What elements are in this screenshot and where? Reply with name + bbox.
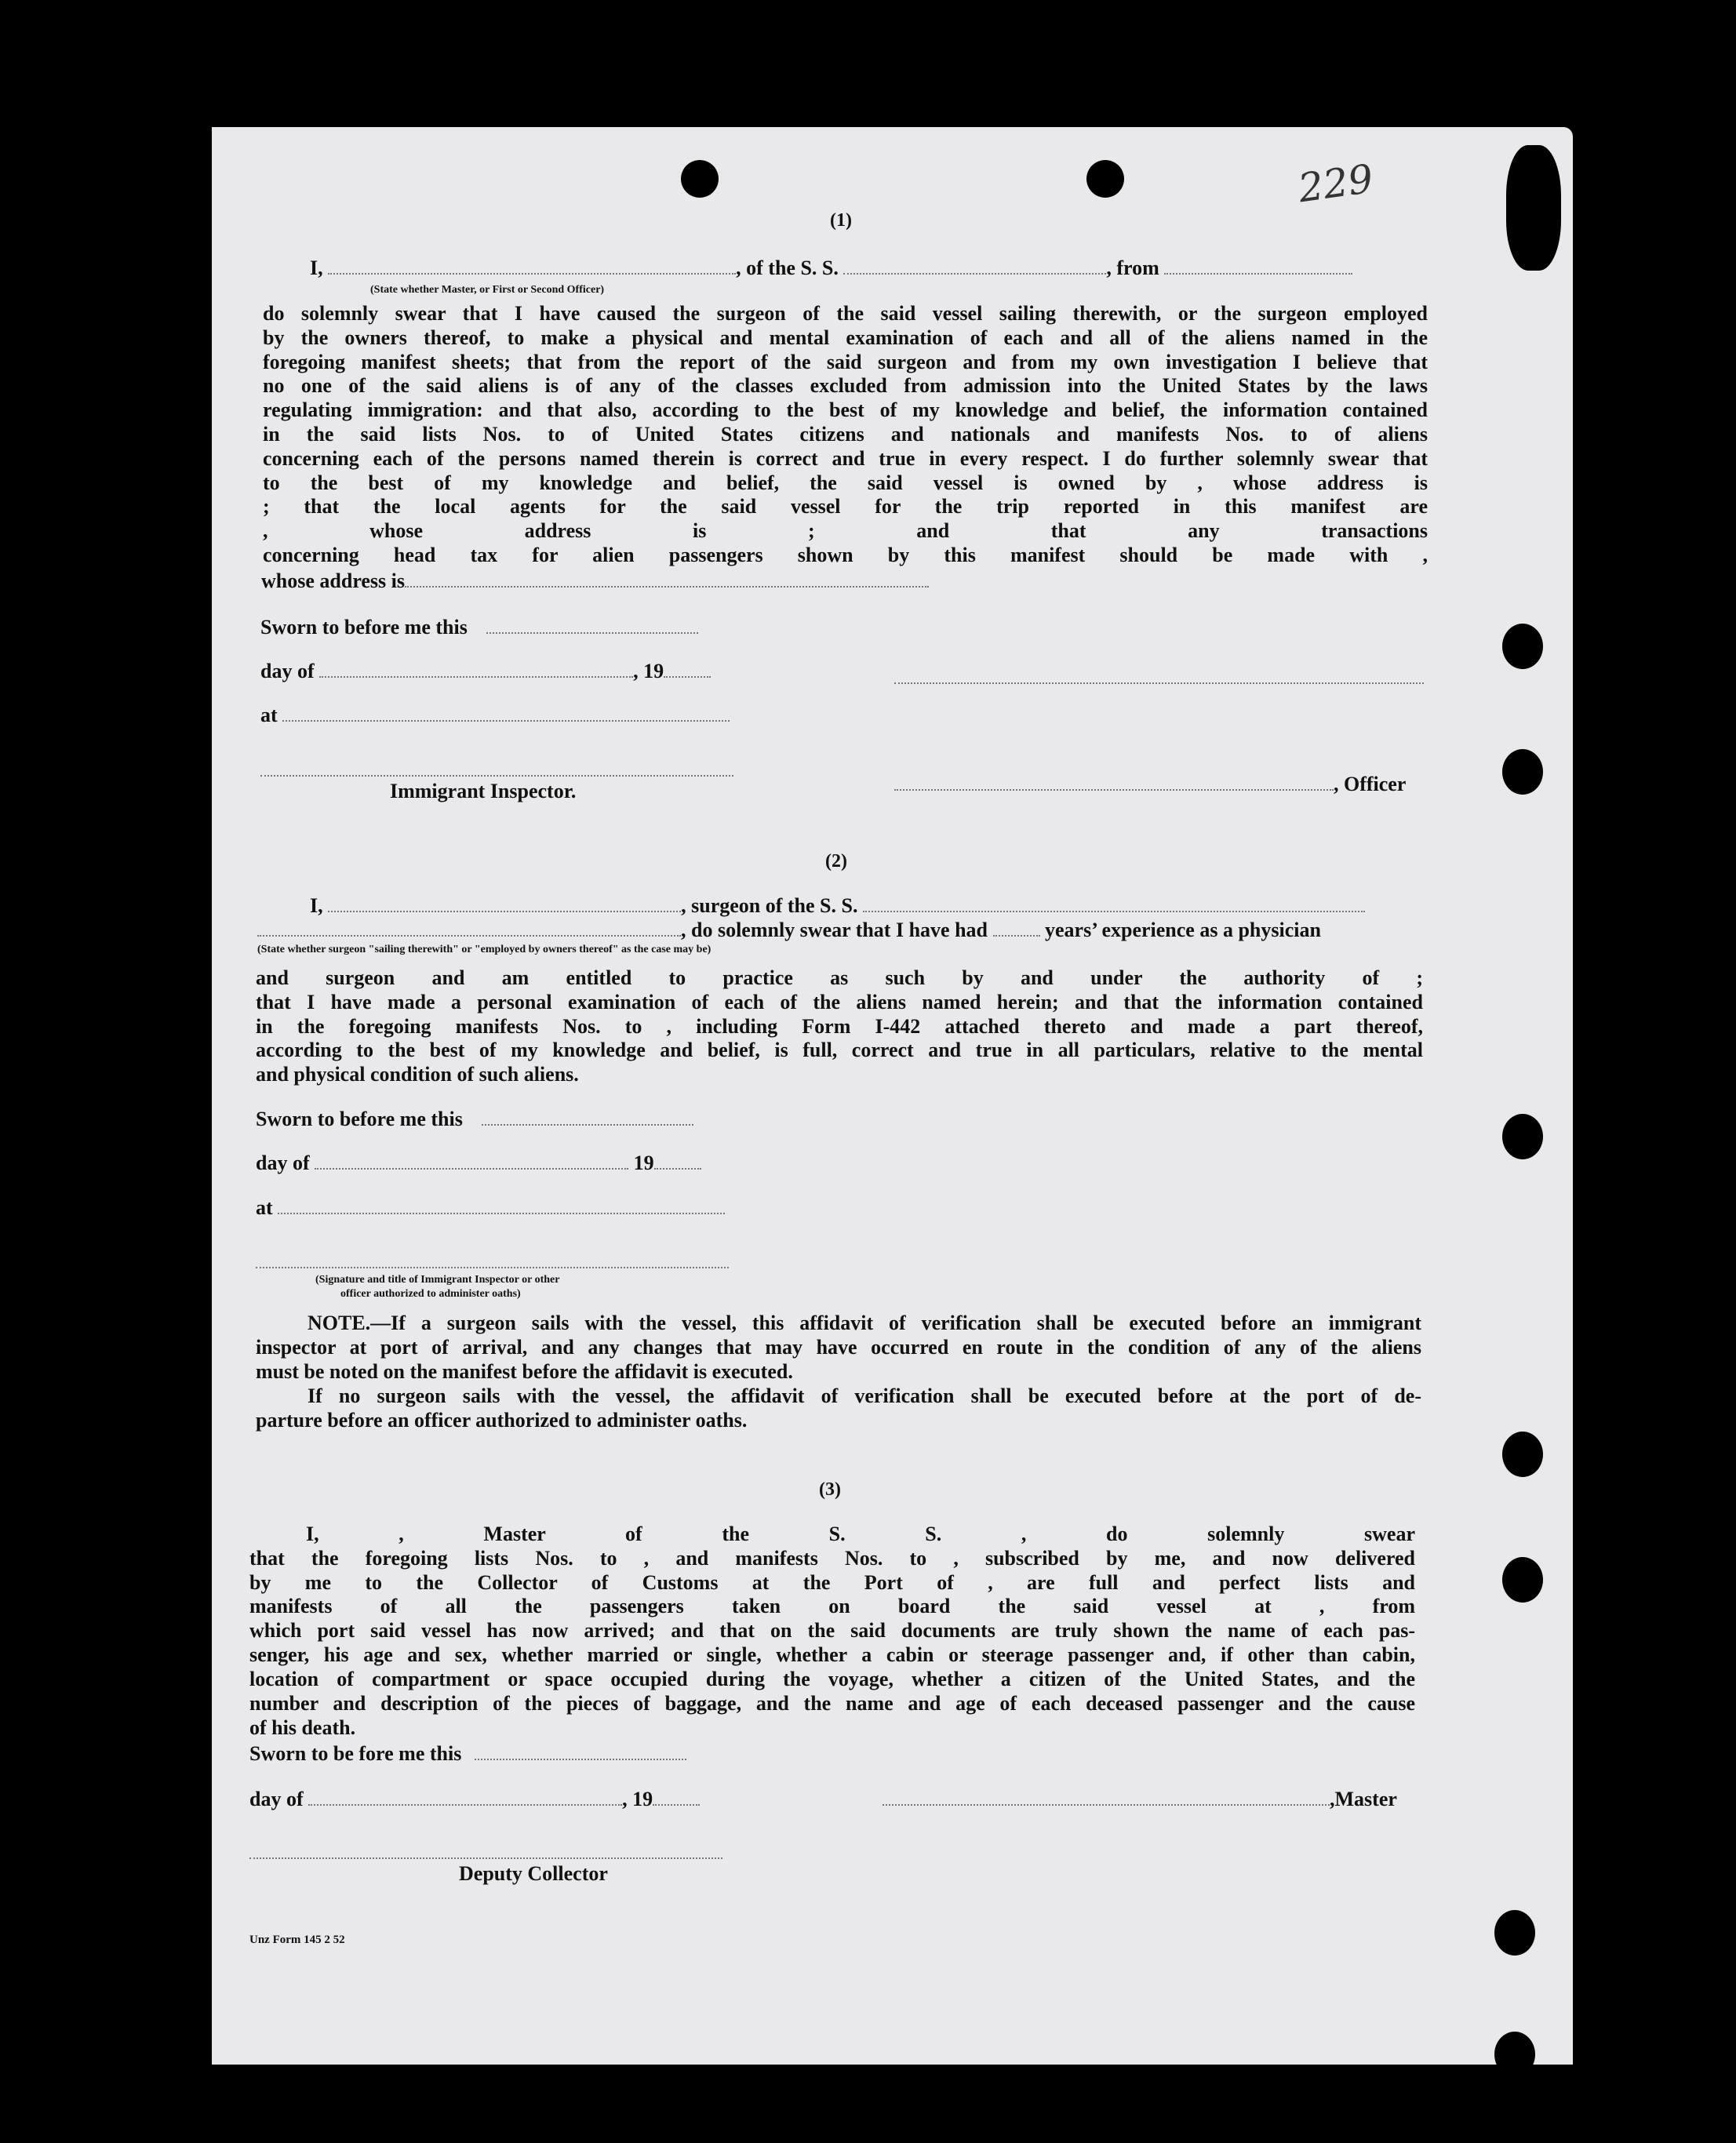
s3-body-line: number and description of the pieces of baggage, and the name and age of each deceased passenger and the cause <box>249 1691 1415 1715</box>
years-experience-field[interactable] <box>993 918 1040 937</box>
label-sworn: Sworn to before me this <box>260 616 468 639</box>
s1-at-field[interactable] <box>282 703 730 722</box>
section-2-line-1 <box>310 893 1365 918</box>
label-i: I, <box>310 257 323 279</box>
label-from: , from <box>1106 257 1159 279</box>
s2-year-field[interactable] <box>654 1151 701 1170</box>
s1-body-line: foregoing manifest sheets; that from the report of the said surgeon and from my own investigation I believe that <box>263 350 1428 373</box>
s2-body-line: and surgeon and am entitled to practice as such by and under the authority of ; <box>256 966 1423 989</box>
s1-body-line: no one of the said aliens is of any of the classes excluded from admission into the United States by the laws <box>263 374 1428 398</box>
s1-sworn-field[interactable] <box>486 615 698 634</box>
s3-collector-signature-line[interactable] <box>249 1857 722 1859</box>
from-port-field[interactable] <box>1164 256 1352 275</box>
label-surgeon-of-ss: , surgeon of the S. S. <box>681 894 858 917</box>
s1-body-line: ; that the local agents for the said vessel for the trip reported in this manifest are <box>263 495 1428 518</box>
s2-at-row <box>256 1195 725 1220</box>
section-1-body <box>263 302 1428 568</box>
label-of-the-ss: , of the S. S. <box>736 257 839 279</box>
s3-master-signature-field[interactable] <box>883 1787 1330 1806</box>
s2-signature-line[interactable] <box>256 1267 729 1268</box>
s2-body-line: according to the best of my knowledge and belief, is full, correct and true in all particulars, relative to the mental <box>256 1039 1423 1062</box>
s3-sworn-field[interactable] <box>475 1741 686 1760</box>
surgeon-status-field[interactable] <box>257 918 681 937</box>
s2-body-last: and physical condition of such aliens. <box>256 1063 579 1086</box>
label-year: 19 <box>633 1152 654 1174</box>
punch-hole-side-4 <box>1502 1432 1543 1477</box>
s2-sworn-field[interactable] <box>482 1107 693 1126</box>
s1-body-line: regulating immigration: and that also, according to the best of my knowledge and belief, the information contained <box>263 398 1428 422</box>
s2-note2-paragraph <box>256 1384 1421 1409</box>
s1-body-line: , whose address is ; and that any transactions <box>263 519 1428 543</box>
s3-body-last: of his death. <box>249 1716 356 1739</box>
section-3-body <box>249 1523 1415 1715</box>
punch-hole-side-2 <box>1502 749 1543 795</box>
section-2-line-2 <box>257 918 1321 942</box>
label-day-of: day of <box>249 1788 304 1810</box>
label-solemnly-swear: , do solemnly swear that I have had <box>681 919 988 941</box>
punch-hole-side-7 <box>1494 2032 1535 2077</box>
s1-body-line: do solemnly swear that I have caused the surgeon of the said vessel sailing therewith, or the surgeon employed <box>263 302 1428 325</box>
s1-inspector-label: Immigrant Inspector. <box>390 780 577 802</box>
note-last: must be noted on the manifest before the affidavit is executed. <box>256 1360 793 1383</box>
s3-body-line: senger, his age and sex, whether married or single, whether a cabin or steerage passenger and, if other than cabin, <box>249 1643 1415 1666</box>
note-line: inspector at port of arrival, and any changes that may have occurred en route in the condition of any of the aliens <box>256 1335 1421 1359</box>
s3-master-row <box>883 1787 1397 1811</box>
section-1-rank-note: (State whether Master, or First or Second Officer) <box>370 284 605 296</box>
section-2-heading: (2) <box>825 851 847 871</box>
s2-at-field[interactable] <box>278 1195 725 1214</box>
s3-sworn-row <box>249 1741 686 1766</box>
s2-note-paragraph <box>256 1312 1421 1360</box>
s1-year-field[interactable] <box>664 659 711 678</box>
s3-year-field[interactable] <box>653 1787 700 1806</box>
s1-body-line: by the owners thereof, to make a physical and mental examination of each and all of the aliens named in the <box>263 326 1428 349</box>
s1-body-line: to the best of my knowledge and belief, the said vessel is owned by , whose address is <box>263 471 1428 494</box>
s3-body-line: which port said vessel has now arrived; and that on the said documents are truly shown the name of each pas- <box>249 1619 1415 1643</box>
s3-body-line: location of compartment or space occupied during the voyage, whether a citizen of the United States, and the <box>249 1667 1415 1690</box>
note-line: NOTE.—If a surgeon sails with the vessel, this affidavit of verification shall be executed before an immigrant <box>308 1312 1421 1334</box>
officer-rank-field[interactable] <box>328 256 736 275</box>
section-2-body <box>256 966 1423 1063</box>
s1-inspector-signature-line[interactable] <box>260 775 733 777</box>
s2-signature-note-1: (Signature and title of Immigrant Inspector or other <box>315 1274 560 1286</box>
s1-body-line: in the said lists Nos. to of United States citizens and nationals and manifests Nos. to of aliens <box>263 422 1428 446</box>
section-1-heading: (1) <box>830 210 852 231</box>
s2-sworn-row <box>256 1107 693 1131</box>
label-i: I, <box>310 894 323 917</box>
label-day-of: day of <box>256 1152 310 1174</box>
label-years-experience: years’ experience as a physician <box>1045 919 1321 941</box>
s1-body-line: concerning each of the persons named therein is correct and true in every respect. I do further solemnly swear that <box>263 446 1428 470</box>
s3-day-row <box>249 1787 700 1811</box>
s1-day-field[interactable] <box>319 659 633 678</box>
label-master: ,Master <box>1330 1788 1397 1810</box>
s3-body-line: I, , Master of the S. S. , do solemnly swear <box>306 1523 1415 1545</box>
s1-sworn-row <box>260 615 698 639</box>
punch-hole-side-5 <box>1502 1557 1543 1603</box>
s2-body-line: that I have made a personal examination of each of the aliens named herein; and that the information contained <box>256 990 1423 1013</box>
label-sworn: Sworn to before me this <box>256 1108 463 1130</box>
s1-officer-signature-line-upper[interactable] <box>894 682 1424 684</box>
vessel-name-field[interactable] <box>843 256 1106 275</box>
s1-at-row <box>260 703 730 727</box>
s1-officer-signature-field[interactable] <box>894 772 1334 791</box>
torn-edge-top-right <box>1506 145 1561 271</box>
s2-signature-note-2: officer authorized to administer oaths) <box>340 1288 521 1300</box>
punch-hole-top-left <box>681 160 719 198</box>
label-year: , 19 <box>633 660 664 682</box>
s3-body-line: by me to the Collector of Customs at the Port of , are full and perfect lists and <box>249 1570 1415 1594</box>
section-2-surgeon-note: (State whether surgeon "sailing therewith" or "employed by owners thereof" as the case may be) <box>257 944 712 955</box>
section-3-heading: (3) <box>819 1479 841 1500</box>
label-at: at <box>256 1196 273 1219</box>
punch-hole-top-right <box>1086 160 1124 198</box>
s2-body-line: in the foregoing manifests Nos. to , including Form I-442 attached thereto and made a part thereof, <box>256 1014 1423 1038</box>
s1-body-line: concerning head tax for alien passengers shown by this manifest should be made with , <box>263 543 1428 566</box>
form-number-footer: Unz Form 145 2 52 <box>249 1934 345 1946</box>
label-year: , 19 <box>622 1788 653 1810</box>
handwritten-page-number: 229 <box>1295 155 1377 212</box>
s3-body-line: that the foregoing lists Nos. to , and manifests Nos. to , subscribed by me, and now delivered <box>249 1546 1415 1570</box>
s2-day-row <box>256 1151 701 1175</box>
s1-day-row <box>260 659 711 683</box>
s1-officer-row <box>894 772 1406 796</box>
label-whose-address: whose address is <box>261 569 406 592</box>
note2-last: parture before an officer authorized to administer oaths. <box>256 1409 748 1432</box>
punch-hole-side-6 <box>1494 1910 1535 1956</box>
head-tax-address-field[interactable] <box>405 569 929 588</box>
punch-hole-side-3 <box>1502 1114 1543 1159</box>
section-1-whose-address <box>261 569 929 593</box>
s3-day-field[interactable] <box>308 1787 622 1806</box>
section-1-line-1 <box>310 256 1352 280</box>
note2-line: If no surgeon sails with the vessel, the affidavit of verification shall be executed before at the port of de- <box>308 1384 1421 1407</box>
s3-body-line: manifests of all the passengers taken on board the said vessel at , from <box>249 1595 1415 1618</box>
s3-collector-label: Deputy Collector <box>459 1862 608 1885</box>
s2-vessel-field[interactable] <box>863 893 1365 912</box>
label-sworn: Sworn to be fore me this <box>249 1742 462 1765</box>
label-officer: , Officer <box>1334 773 1407 795</box>
label-at: at <box>260 704 278 726</box>
surgeon-name-field[interactable] <box>328 893 681 912</box>
s2-day-field[interactable] <box>315 1151 628 1170</box>
punch-hole-side-1 <box>1502 624 1543 669</box>
label-day-of: day of <box>260 660 315 682</box>
